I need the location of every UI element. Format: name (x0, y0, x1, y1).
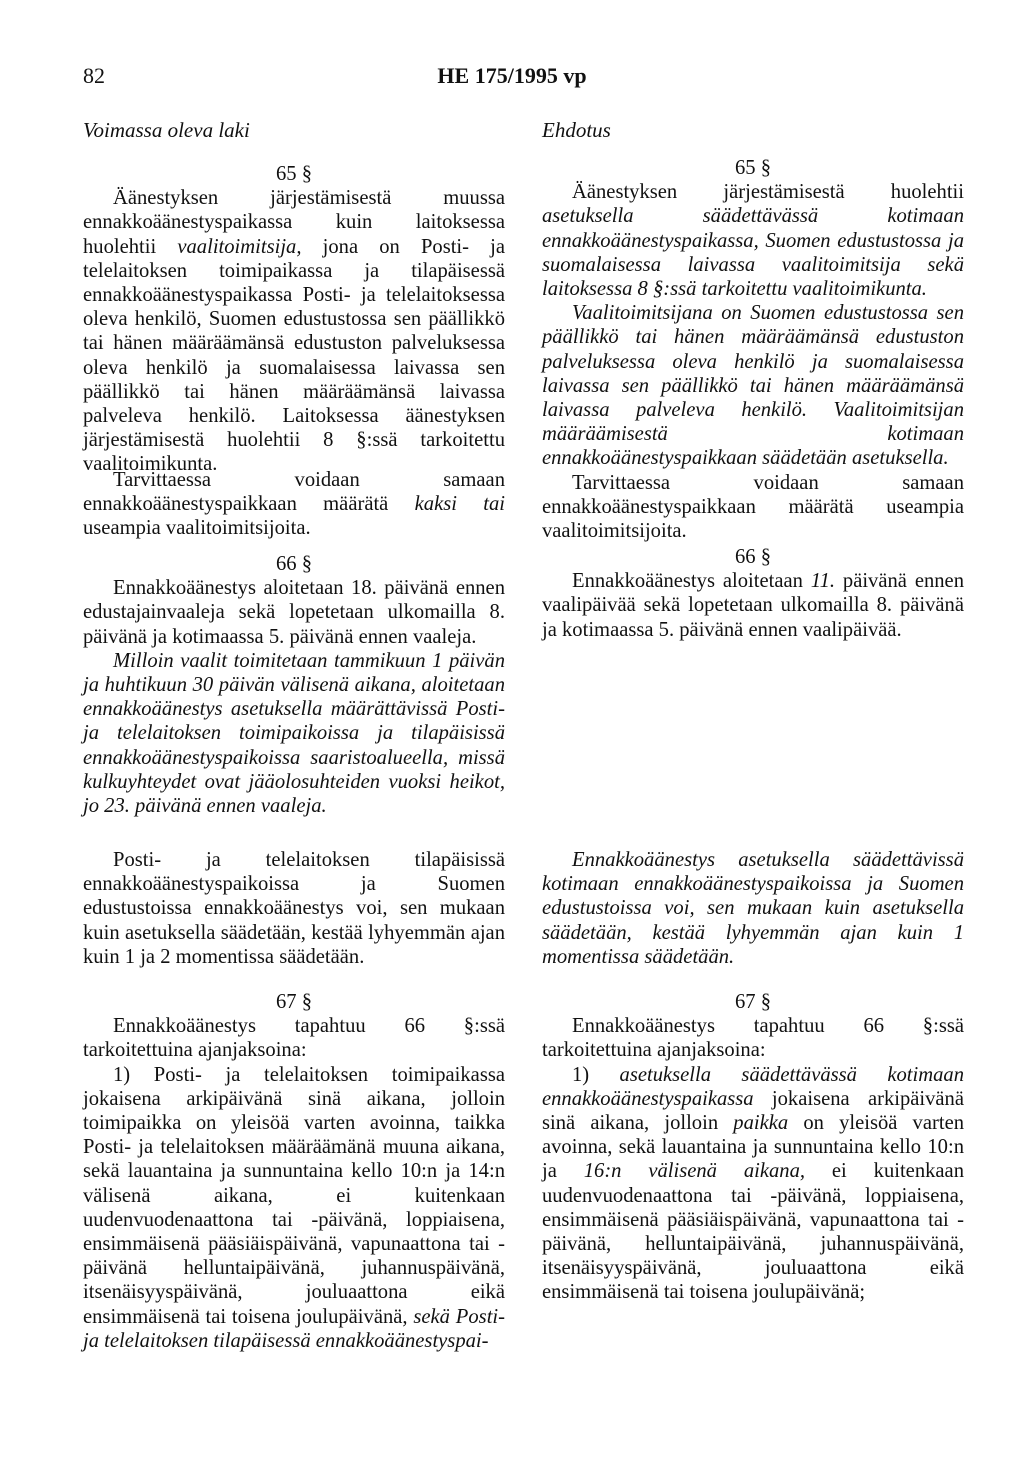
left-s67-p2-italic: sekä Posti- ja telelaitoksen tilapäisessä ennakkoäänestyspai- (83, 1305, 505, 1352)
right-s65-p1-italic: asetuksella säädettävässä kotimaan ennakkoäänestyspaikassa, Suomen edustustossa ja suomalaisessa laivassa vaalitoimitsija sekä laitoksessa 8 §:ssä tarkoitettu vaalitoimikunta. (542, 205, 964, 301)
left-s65-p1-text-a: Äänestyksen järjestämisestä muussa ennakkoäänestyspaikassa kuin laitoksessa huolehtii (83, 187, 505, 258)
left-section-65-p2 (83, 468, 505, 541)
left-section-65 (83, 162, 505, 477)
left-s67-heading: 67 § (275, 991, 313, 1013)
right-s67-p2-text-c: on yleisöä varten avoinna, sekä lauantaina ja sunnuntaina kello 10:n ja (542, 1112, 965, 1183)
page-number: 82 (83, 63, 105, 88)
right-s66-p1-text-a: Ennakkoäänestys aloitetaan (572, 570, 811, 593)
left-s67-paragraph-2 (83, 1063, 505, 1353)
left-section-66 (83, 552, 505, 818)
right-s65-paragraph-2: Vaalitoimitsijana on Suomen edustustossa sen päällikkö tai hänen määräämänsä edustuston palveluksessa oleva henkilö ja suomalaisessa laivassa sen päällikkö tai hänen määräämänsä laivassa palveleva henkilö. Vaalitoimitsijan määräämisestä kotimaan ennakkoäänestyspaikkaan säädetään asetuksella. (542, 302, 964, 470)
left-s66-heading: 66 § (275, 553, 313, 575)
right-section-66-p2 (542, 848, 964, 969)
right-section-67 (542, 990, 964, 1305)
right-s65-paragraph-1 (542, 180, 964, 301)
left-section-66-p3 (83, 848, 505, 969)
right-s65-p1-text: Äänestyksen järjestämisestä huolehtii (572, 181, 964, 204)
left-s65-p1-italic: vaalitoimitsija, (177, 235, 302, 258)
right-s66-heading: 66 § (734, 546, 772, 568)
right-s65-heading: 65 § (734, 157, 772, 179)
right-section-66 (542, 545, 964, 642)
right-s65-paragraph-3: Tarvittaessa voidaan samaan ennakkoäänestyspaikkaan määrätä useampia vaalitoimitsijoita. (542, 471, 964, 543)
left-s66-paragraph-2: Milloin vaalit toimitetaan tammikuun 1 päivän ja huhtikuun 30 päivän välisenä aikana, aloitetaan ennakkoäänestys asetuksella määrättävissä Posti- ja telelaitoksen toimipaikoissa ja tilapäisissä ennakkoäänestyspaikoissa saaristoalueella, missä kulkuyhteydet ovat jääolosuhteiden vuoksi heikot, jo 23. päivänä ennen vaaleja. (83, 649, 505, 818)
right-s66-p1-italic: 11. (810, 570, 836, 593)
right-s67-p2-text-a: 1) (572, 1063, 620, 1086)
right-s67-p2-text-b: jokaisena arkipäivänä sinä aikana, jolloin (542, 1087, 964, 1135)
left-s65-paragraph-2 (83, 468, 505, 541)
left-s66-paragraph-3: Posti- ja telelaitoksen tilapäisissä ennakkoäänestyspaikoissa ja Suomen edustustoissa ennakkoäänestys voi, sen mukaan kuin asetuksella säädetään, kestää lyhyemmän ajan kuin 1 ja 2 momentissa säädetään. (83, 849, 505, 968)
right-column-title: Ehdotus (542, 118, 611, 142)
right-s66-paragraph-1 (542, 569, 964, 642)
left-s65-p2-italic: kaksi tai (414, 493, 505, 516)
right-s66-p1-text-b: päivänä ennen vaalipäivää sekä lopetetaan ulkomailla 8. päivänä ja kotimaassa 5. päivänä ennen vaalipäivää. (542, 570, 964, 641)
right-section-65 (542, 156, 964, 543)
document-id: HE 175/1995 vp (437, 63, 587, 88)
right-s67-p2-italic-2: paikka (733, 1112, 789, 1135)
left-s65-paragraph-1 (83, 186, 505, 476)
right-s67-p2-text-d: ei kuitenkaan uudenvuodenaattona tai -päivänä, loppiaisena, ensimmäisenä pääsiäispäivänä, vapunaattona tai -päivänä, helluntaipäivänä, juhannuspäivänä, itsenäisyyspäivänä, jouluaattona eikä ensimmäisenä tai toisena joulupäivänä; (542, 1160, 964, 1304)
right-s67-heading: 67 § (734, 991, 772, 1013)
left-s65-heading: 65 § (275, 163, 313, 185)
right-s67-p2-italic-3: 16:n välisenä aikana, (583, 1160, 806, 1183)
right-s67-p2-italic-1: asetuksella säädettävässä kotimaan ennakkoäänestyspaikassa (542, 1063, 964, 1110)
left-s65-p2-text-a: Tarvittaessa voidaan samaan ennakkoäänestyspaikkaan määrätä (83, 469, 505, 516)
right-s67-paragraph-1: Ennakkoäänestys tapahtuu 66 §:ssä tarkoitettuina ajanjaksoina: (542, 1015, 964, 1062)
left-s66-paragraph-1: Ennakkoäänestys aloitetaan 18. päivänä ennen edustajainvaaleja sekä lopetetaan ulkomailla 8. päivänä ja kotimaassa 5. päivänä ennen vaaleja. (83, 577, 505, 648)
left-s65-p1-text-b: jona on Posti- ja telelaitoksen toimipaikassa ja tilapäisessä ennakkoäänestyspaikassa Posti- ja telelaitoksessa oleva henkilö, Suomen edustustossa sen päällikkö tai hänen määräämänsä edustuston palveluksessa oleva henkilö ja suomalaisessa laivassa sen päällikkö tai hänen määräämänsä laivassa palveleva henkilö. Laitoksessa äänestyksen järjestämisestä huolehtii 8 §:ssä tarkoitettu vaalitoimikunta. (83, 235, 505, 476)
left-s67-p2-text: 1) Posti- ja telelaitoksen toimipaikassa jokaisena arkipäivänä sinä aikana, jolloin toimipaikka on yleisöä varten avoinna, taikka Posti- ja telelaitoksen määräämänä muuna aikana, sekä lauantaina ja sunnuntaina kello 10:n ja 14:n välisenä aikana, ei kuitenkaan uudenvuodenaattona tai -päivänä, loppiaisena, ensimmäisenä pääsiäispäivänä, vapunaattona tai -päivänä helluntaipäivänä, juhannuspäivänä, itsenäisyyspäivänä, jouluaattona eikä ensimmäisenä tai toisena joulupäivänä, (83, 1063, 505, 1328)
left-section-67 (83, 990, 505, 1353)
left-s67-paragraph-1: Ennakkoäänestys tapahtuu 66 §:ssä tarkoitettuina ajanjaksoina: (83, 1015, 505, 1062)
left-s65-p2-text-b: useampia vaalitoimitsijoita. (83, 517, 311, 540)
right-s67-paragraph-2 (542, 1063, 964, 1305)
right-s66-paragraph-2: Ennakkoäänestys asetuksella säädettävissä kotimaan ennakkoäänestyspaikoissa ja Suomen edustustoissa voi, sen mukaan kuin asetuksella säädetään, kestää lyhyemmän ajan kuin 1 momentissa säädetään. (542, 849, 964, 968)
left-column-title: Voimassa oleva laki (83, 118, 250, 142)
